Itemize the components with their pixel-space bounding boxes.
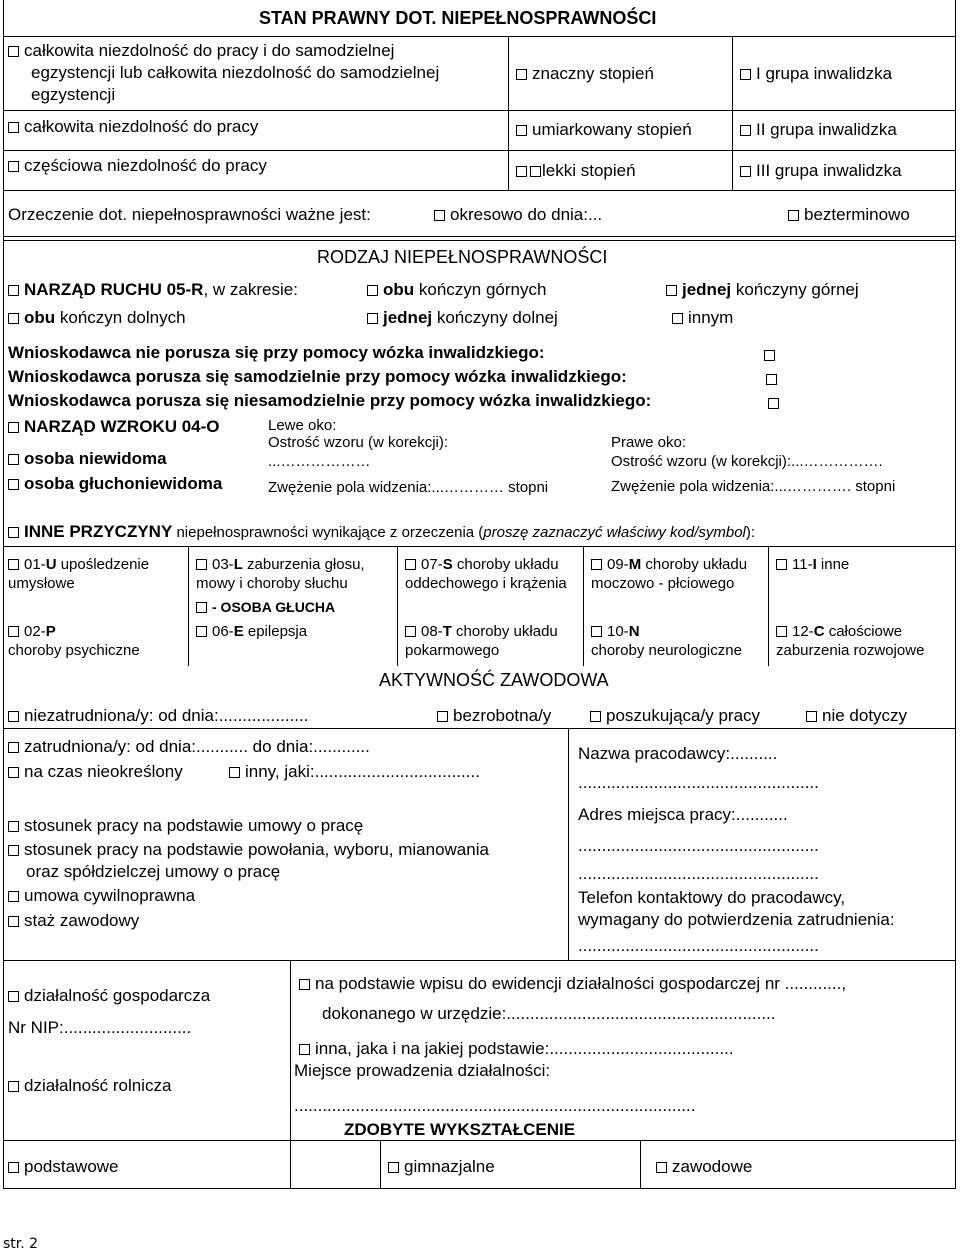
- left-eye-field[interactable]: Zwężenie pola widzenia:...………… stopni: [268, 479, 549, 496]
- section-title-education: ZDOBYTE WYKSZTAŁCENIE: [344, 1120, 576, 1139]
- checkbox[interactable]: [8, 711, 19, 722]
- col-rule: [732, 36, 733, 190]
- option-periodic[interactable]: okresowo do dnia:...: [434, 205, 602, 225]
- checkbox[interactable]: [8, 626, 19, 637]
- checkbox[interactable]: [8, 1162, 19, 1173]
- option-appointment[interactable]: stosunek pracy na podstawie powołania, wyboru, mianowania: [8, 840, 489, 860]
- col-rule: [380, 1140, 381, 1188]
- rule: [3, 1140, 956, 1141]
- option-permanent[interactable]: bezterminowo: [788, 205, 910, 225]
- checkbox[interactable]: [367, 313, 378, 324]
- rule: [3, 728, 956, 729]
- option-civil-contract[interactable]: umowa cywilnoprawna: [8, 886, 195, 906]
- work-address-dots[interactable]: ...................................................: [578, 864, 819, 883]
- wheelchair-2: Wnioskodawca porusza się samodzielnie przy pomocy wózka inwalidzkiego:: [8, 367, 627, 386]
- checkbox[interactable]: [8, 313, 19, 324]
- validity-label: Orzeczenie dot. niepełnosprawności ważne jest:: [8, 205, 371, 224]
- checkbox[interactable]: [8, 891, 19, 902]
- col-rule: [290, 960, 291, 1188]
- option-unemployed[interactable]: niezatrudniona/y: od dnia:...................: [8, 706, 308, 726]
- option-not-applicable[interactable]: nie dotyczy: [806, 706, 907, 726]
- option-internship[interactable]: staż zawodowy: [8, 911, 139, 931]
- checkbox[interactable]: [8, 46, 19, 57]
- checkbox[interactable]: [8, 285, 19, 296]
- option-group-1[interactable]: I grupa inwalidzka: [740, 64, 892, 84]
- code-07[interactable]: 07-S choroby układu oddechowego i krążenia: [405, 556, 567, 592]
- option-both-lower[interactable]: obu kończyn dolnych: [8, 308, 186, 328]
- checkbox[interactable]: [806, 711, 817, 722]
- option-blind[interactable]: osoba niewidoma: [8, 449, 167, 469]
- checkbox[interactable]: [656, 1162, 667, 1173]
- rule: [3, 236, 956, 237]
- code-08[interactable]: 08-T choroby układu pokarmowego: [405, 623, 558, 659]
- checkbox[interactable]: [229, 767, 240, 778]
- rule: [3, 110, 956, 111]
- checkbox[interactable]: [8, 422, 19, 433]
- col-rule: [568, 728, 569, 960]
- option-indefinite[interactable]: na czas nieokreślony: [8, 762, 183, 782]
- section-title-status: STAN PRAWNY DOT. NIEPEŁNOSPRAWNOŚCI: [259, 8, 657, 28]
- employer-phone-label-2: wymagany do potwierdzenia zatrudnienia:: [578, 910, 895, 929]
- work-address-dots[interactable]: ...................................................: [578, 836, 819, 855]
- checkbox[interactable]: [516, 125, 527, 136]
- option-primary[interactable]: podstawowe: [8, 1157, 119, 1177]
- checkbox[interactable]: [776, 559, 787, 570]
- work-address[interactable]: Adres miejsca pracy:...........: [578, 805, 788, 824]
- col-rule: [508, 36, 509, 190]
- option-total-incapacity[interactable]: całkowita niezdolność do pracy i do samodzielnej egzystencji lub całkowita niezdolność do samodzielnej egzystencji: [8, 40, 439, 106]
- checkbox[interactable]: [196, 559, 207, 570]
- checkbox[interactable]: [8, 916, 19, 927]
- right-eye-field[interactable]: Zwężenie pola widzenia:...…………. stopni: [611, 478, 896, 495]
- checkbox[interactable]: [434, 210, 445, 221]
- wheelchair-1: Wnioskodawca nie porusza się przy pomocy wózka inwalidzkiego:: [8, 343, 545, 362]
- option-sight-organ[interactable]: NARZĄD WZROKU 04-O: [8, 417, 220, 437]
- option-other-limb[interactable]: innym: [672, 308, 733, 328]
- option-partial-incapacity[interactable]: częściowa niezdolność do pracy: [8, 156, 267, 176]
- code-01[interactable]: 01-U upośledzenie umysłowe: [8, 556, 150, 592]
- checkbox[interactable]: [8, 161, 19, 172]
- option-group-2[interactable]: II grupa inwalidzka: [740, 120, 897, 140]
- border-right: [955, 0, 956, 1188]
- code-11[interactable]: 11-I inne: [776, 555, 849, 574]
- checkbox[interactable]: [8, 742, 19, 753]
- col-rule: [188, 546, 189, 666]
- employer-phone[interactable]: ...................................................: [578, 936, 819, 955]
- section-title-work: AKTYWNOŚĆ ZAWODOWA: [379, 670, 609, 690]
- checkbox[interactable]: [8, 559, 19, 570]
- rule: [3, 546, 956, 547]
- code-02[interactable]: 02-P choroby psychiczne: [8, 623, 140, 659]
- option-business[interactable]: działalność gospodarcza: [8, 986, 210, 1006]
- checkbox[interactable]: [8, 767, 19, 778]
- rule: [3, 1188, 956, 1189]
- rule: [3, 150, 956, 151]
- checkbox[interactable]: [591, 626, 602, 637]
- business-place-label: Miejsce prowadzenia działalności:: [294, 1061, 551, 1080]
- checkbox[interactable]: [530, 166, 541, 177]
- code-09[interactable]: 09-M choroby układu moczowo - płciowego: [591, 556, 748, 592]
- code-03[interactable]: 03-L zaburzenia głosu, mowy i choroby słuchu: [196, 556, 365, 592]
- right-eye-acuity[interactable]: Ostrość wzoru (w korekcji):...…………….: [611, 453, 883, 470]
- wheelchair-2-checkbox[interactable]: [766, 371, 782, 389]
- option-group-3[interactable]: III grupa inwalidzka: [740, 161, 902, 181]
- checkbox[interactable]: [8, 454, 19, 465]
- checkbox[interactable]: [590, 711, 601, 722]
- checkbox[interactable]: [740, 125, 751, 136]
- right-eye-label: Prawe oko:: [611, 434, 687, 451]
- col-rule: [640, 1140, 641, 1188]
- option-employed[interactable]: zatrudniona/y: od dnia:........... do dnia:............: [8, 737, 370, 757]
- checkbox[interactable]: [388, 1162, 399, 1173]
- checkbox[interactable]: [740, 166, 751, 177]
- rule: [3, 960, 956, 961]
- checkbox[interactable]: [196, 626, 207, 637]
- option-significant-degree[interactable]: znaczny stopień: [516, 64, 654, 84]
- checkbox[interactable]: [437, 711, 448, 722]
- checkbox[interactable]: [405, 559, 416, 570]
- section-title-kind: RODZAJ NIEPEŁNOSPRAWNOŚCI: [317, 247, 608, 267]
- wheelchair-3-checkbox[interactable]: [768, 395, 784, 413]
- option-seeking[interactable]: poszukująca/y pracy: [590, 706, 760, 726]
- option-other-kind[interactable]: inny, jaki:...................................: [229, 762, 480, 782]
- wheelchair-3: Wnioskodawca porusza się niesamodzielnie przy pomocy wózka inwalidzkiego:: [8, 391, 652, 410]
- checkbox[interactable]: [367, 285, 378, 296]
- checkbox[interactable]: [8, 821, 19, 832]
- checkbox[interactable]: [8, 845, 19, 856]
- checkbox[interactable]: [788, 210, 799, 221]
- appointment-cont: oraz spółdzielczej umowy o pracę: [26, 862, 281, 881]
- employer-name[interactable]: Nazwa pracodawcy:..........: [578, 744, 778, 763]
- checkbox[interactable]: [768, 398, 779, 409]
- checkbox[interactable]: [196, 602, 207, 613]
- option-vocational[interactable]: zawodowe: [656, 1157, 752, 1177]
- col-rule: [583, 546, 584, 666]
- wheelchair-1-checkbox[interactable]: [764, 347, 780, 365]
- left-eye-acuity: Ostrość wzoru (w korekcji):: [268, 434, 449, 451]
- option-motor-organ[interactable]: NARZĄD RUCHU 05-R, w zakresie:: [8, 280, 298, 300]
- code-12[interactable]: 12-C całościowe zaburzenia rozwojowe: [776, 623, 925, 659]
- option-moderate-degree[interactable]: umiarkowany stopień: [516, 120, 692, 140]
- left-eye-acuity-value[interactable]: ...………………: [268, 453, 371, 470]
- checkbox[interactable]: [740, 69, 751, 80]
- option-work-incapacity[interactable]: całkowita niezdolność do pracy: [8, 117, 258, 137]
- checkbox[interactable]: [8, 122, 19, 133]
- checkbox[interactable]: [516, 69, 527, 80]
- option-registry[interactable]: na podstawie wpisu do ewidencji działalności gospodarczej nr ............,: [299, 974, 846, 994]
- option-other-causes[interactable]: INNE PRZYCZYNY niepełnosprawności wynikające z orzeczenia (proszę zaznaczyć właściwy kod/symbol):: [8, 522, 755, 543]
- rule: [3, 36, 956, 37]
- option-farming[interactable]: działalność rolnicza: [8, 1076, 171, 1096]
- rule: [3, 190, 956, 191]
- checkbox[interactable]: [299, 1044, 310, 1055]
- code-03-deaf[interactable]: - OSOBA GŁUCHA: [196, 598, 335, 617]
- checkbox[interactable]: [591, 559, 602, 570]
- option-jobless[interactable]: bezrobotna/y: [437, 706, 551, 726]
- business-place[interactable]: .....................................................................................: [294, 1096, 696, 1115]
- checkbox[interactable]: [8, 991, 19, 1002]
- checkbox[interactable]: [8, 479, 19, 490]
- checkbox[interactable]: [666, 285, 677, 296]
- option-contract[interactable]: stosunek pracy na podstawie umowy o pracę: [8, 816, 363, 836]
- employer-phone-label: Telefon kontaktowy do pracodawcy,: [578, 888, 846, 907]
- option-one-upper[interactable]: jednej kończyny górnej: [666, 280, 859, 300]
- checkbox[interactable]: [764, 350, 775, 361]
- rule: [3, 240, 956, 241]
- option-light-degree[interactable]: lekki stopień: [516, 161, 636, 181]
- checkbox[interactable]: [299, 979, 310, 990]
- checkbox[interactable]: [8, 527, 19, 538]
- checkbox[interactable]: [766, 374, 777, 385]
- checkbox[interactable]: [405, 626, 416, 637]
- employer-name-dots[interactable]: ...................................................: [578, 773, 819, 792]
- code-06[interactable]: 06-E epilepsja: [196, 622, 307, 641]
- option-one-lower[interactable]: jednej kończyny dolnej: [367, 308, 558, 328]
- nip-field[interactable]: Nr NIP:...........................: [8, 1018, 192, 1037]
- option-deafblind[interactable]: osoba głuchoniewidoma: [8, 474, 222, 494]
- col-rule: [768, 546, 769, 666]
- code-10[interactable]: 10-N choroby neurologiczne: [591, 623, 742, 659]
- checkbox[interactable]: [672, 313, 683, 324]
- option-gymnasium[interactable]: gimnazjalne: [388, 1157, 495, 1177]
- option-both-upper[interactable]: obu kończyn górnych: [367, 280, 546, 300]
- checkbox[interactable]: [776, 626, 787, 637]
- border-left: [3, 0, 4, 1188]
- left-eye-label: Lewe oko:: [268, 417, 337, 434]
- registry-office[interactable]: dokonanego w urzędzie:.........................................................: [322, 1004, 776, 1023]
- checkbox[interactable]: [8, 1081, 19, 1092]
- option-other-basis[interactable]: inna, jaka i na jakiej podstawie:.......................................: [299, 1039, 734, 1059]
- checkbox[interactable]: [516, 166, 527, 177]
- page-number: str. 2: [3, 1236, 39, 1252]
- col-rule: [397, 546, 398, 666]
